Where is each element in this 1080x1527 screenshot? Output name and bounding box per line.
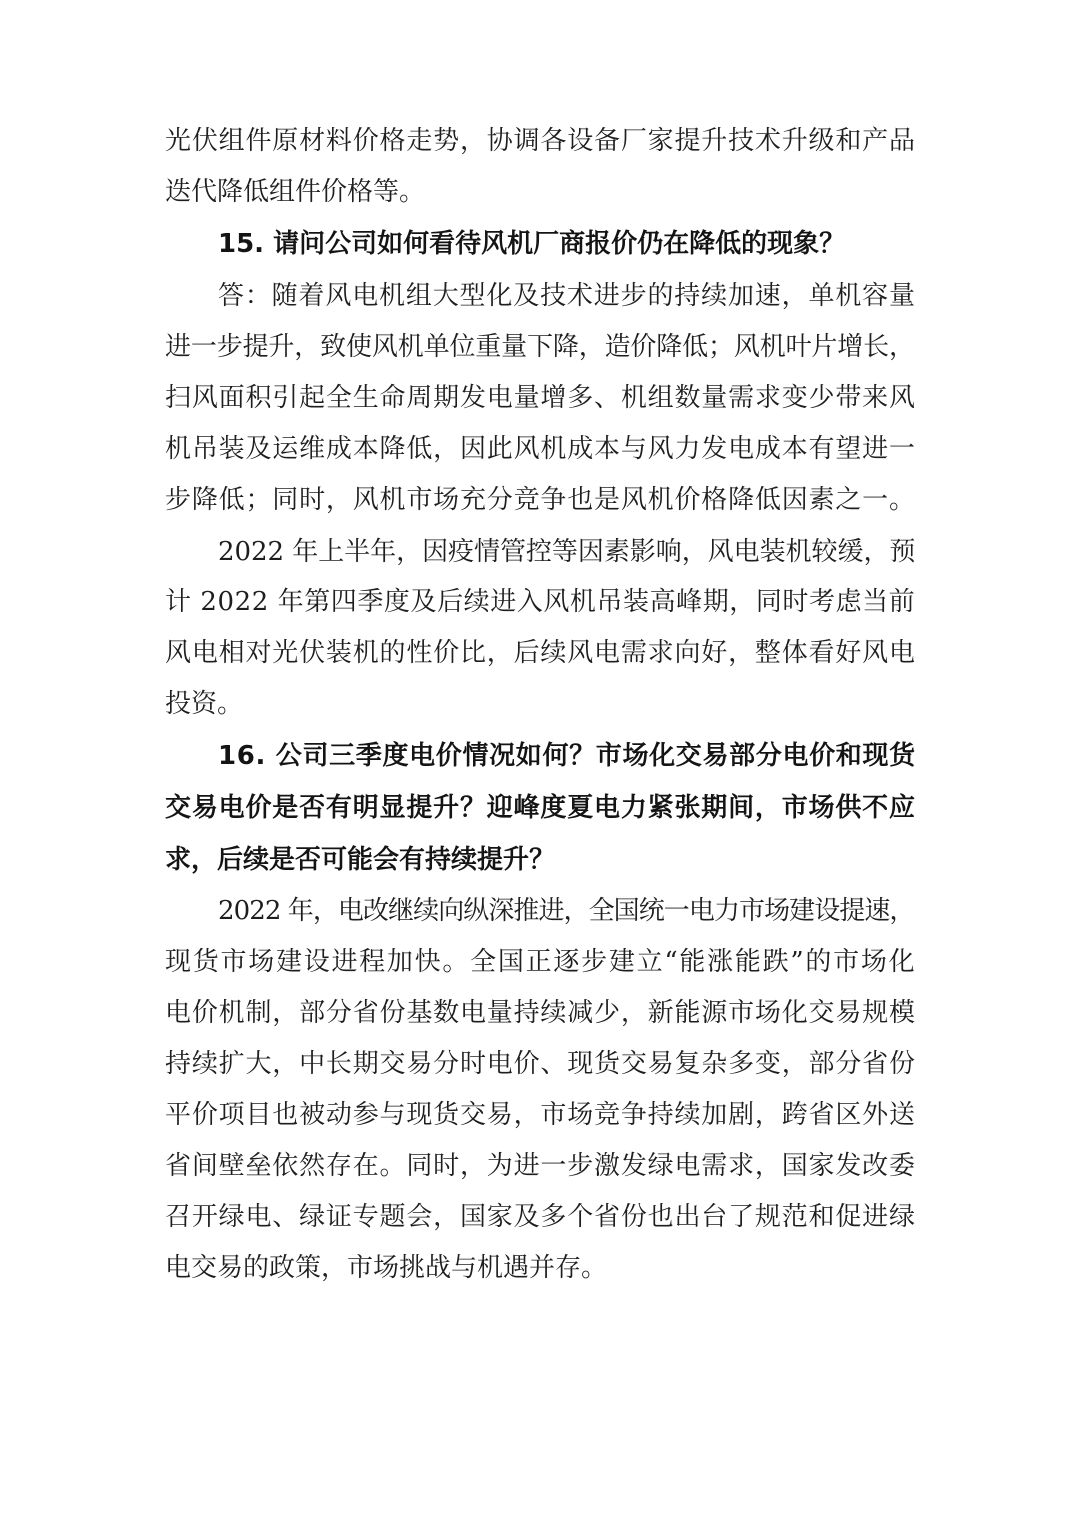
question-heading: 交易电价是否有明显提升？迎峰度夏电力紧张期间，市场供不应	[165, 793, 916, 823]
question-heading: 16. 公司三季度电价情况如何？市场化交易部分电价和现货	[218, 741, 916, 771]
text-line: 进一步提升，致使风机单位重量下降，造价降低；风机叶片增长，	[165, 332, 915, 362]
text-line: 迭代降低组件价格等。	[165, 177, 426, 207]
text-line: 省间壁垒依然存在。同时，为进一步激发绿电需求，国家发改委	[165, 1151, 916, 1181]
question-heading: 求，后续是否可能会有持续提升？	[165, 845, 556, 875]
text-line: 投资。	[165, 689, 244, 719]
text-line: 持续扩大，中长期交易分时电价、现货交易复杂多变，部分省份	[165, 1049, 916, 1079]
text-line: 电交易的政策，市场挑战与机遇并存。	[165, 1253, 608, 1283]
text-line: 平价项目也被动参与现货交易，市场竞争持续加剧，跨省区外送	[165, 1100, 916, 1130]
text-line: 机吊装及运维成本降低，因此风机成本与风力发电成本有望进一	[165, 434, 916, 464]
question-heading: 15. 请问公司如何看待风机厂商报价仍在降低的现象？	[218, 229, 846, 259]
text-line: 召开绿电、绿证专题会，国家及多个省份也出台了规范和促进绿	[165, 1202, 916, 1232]
text-line: 2022 年，电改继续向纵深推进，全国统一电力市场建设提速，	[218, 896, 915, 926]
text-line: 现货市场建设进程加快。全国正逐步建立“能涨能跌”的市场化	[165, 947, 917, 977]
text-line: 光伏组件原材料价格走势，协调各设备厂家提升技术升级和产品	[165, 126, 916, 156]
text-line: 扫风面积引起全生命周期发电量增多、机组数量需求变少带来风	[165, 383, 916, 413]
text-line: 风电相对光伏装机的性价比，后续风电需求向好，整体看好风电	[165, 638, 916, 668]
text-line: 步降低；同时，风机市场充分竞争也是风机价格降低因素之一。	[165, 485, 916, 515]
text-line: 答：随着风电机组大型化及技术进步的持续加速，单机容量	[218, 281, 916, 311]
text-line: 电价机制，部分省份基数电量持续减少，新能源市场化交易规模	[165, 998, 916, 1028]
text-line: 计 2022 年第四季度及后续进入风机吊装高峰期，同时考虑当前	[165, 587, 916, 617]
text-line: 2022 年上半年，因疫情管控等因素影响，风电装机较缓，预	[218, 537, 916, 567]
